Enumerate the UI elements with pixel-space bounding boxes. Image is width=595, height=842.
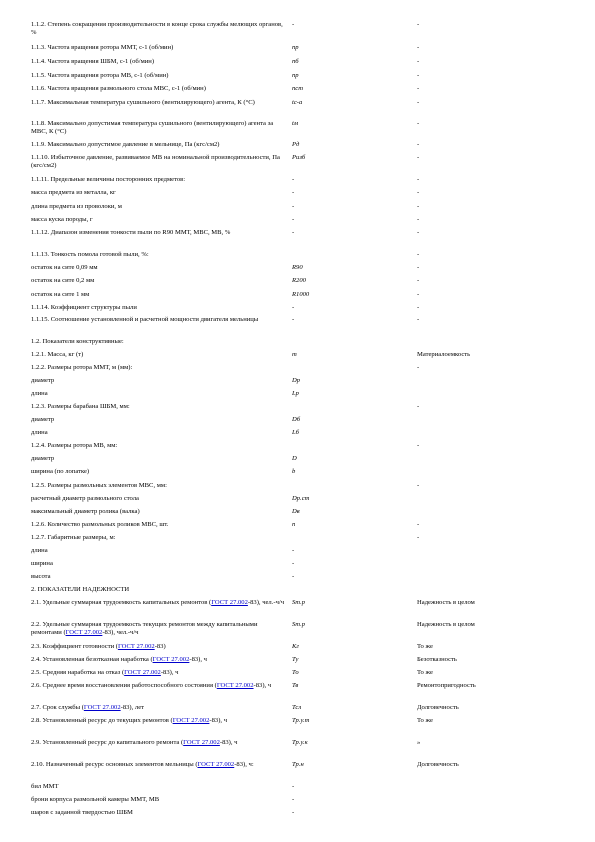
indicator-group: - <box>417 534 420 541</box>
indicator-group: - <box>417 203 420 210</box>
indicator-name: 1.1.10. Избыточное давление, развиваемое МВ на номинальной производительности, Па (кгс/см2) <box>31 154 280 169</box>
indicator-symbol: Pд <box>292 141 300 148</box>
indicator-name: 1.1.12. Диапазон изменения тонкости пыли по R90 ММТ, МВС, МВ, % <box>31 229 231 236</box>
indicator-symbol: - <box>292 189 295 196</box>
indicator-group: - <box>417 403 420 410</box>
indicator-group: Безотказность <box>417 656 457 663</box>
indicator-name-suffix: -83), чел.-ч/ч <box>102 629 139 636</box>
gost-link[interactable]: ГОСТ 27.002 <box>216 682 254 689</box>
indicator-name: 1.2.2. Размеры ротора ММТ, м (мм): <box>31 364 133 371</box>
indicator-symbol: Lб <box>292 429 299 436</box>
indicator-symbol: nб <box>292 58 299 65</box>
indicator-symbol: Lp <box>292 390 299 397</box>
indicator-name-suffix: -83), ч <box>189 656 207 663</box>
gost-link[interactable]: ГОСТ 27.002 <box>124 669 161 676</box>
indicator-group: - <box>417 521 420 528</box>
indicator-name <box>31 682 286 690</box>
indicator-name-suffix: -83), ч <box>160 669 179 676</box>
indicator-name: длина <box>31 390 48 397</box>
indicator-name: 1.1.4. Частота вращения ШБМ, с-1 (об/мин) <box>31 58 155 65</box>
indicator-name: расчетный диаметр размольного стола <box>31 495 139 502</box>
indicator-name-text: 2.2. Удельные суммарная трудоемкость текущих ремонтов между капитальными ремонтами ( <box>31 621 258 636</box>
indicator-symbol: Pизб <box>292 154 306 161</box>
indicator-name: 1.2.7. Габаритные размеры, м: <box>31 534 116 541</box>
indicator-name: ширина (по лопатке) <box>31 468 90 475</box>
indicator-symbol: tм <box>292 120 299 127</box>
indicator-name-text: 2.6. Среднее время восстановления работоспособного состояния ( <box>31 682 217 689</box>
indicator-group: Надежность в целом <box>417 621 475 628</box>
indicator-symbol: R90 <box>292 264 303 271</box>
indicator-symbol: Ту <box>292 656 299 663</box>
indicator-name: остаток на сите 0,2 мм <box>31 277 95 284</box>
indicator-name-suffix: -83), ч <box>219 739 238 746</box>
indicator-name: 1.1.2. Степень сокращения производительности в конце срока службы мелющих органов, % <box>31 21 283 36</box>
indicator-group: Долговечность <box>417 761 459 768</box>
indicator-name-text: 2.4. Установленная безотказная наработка ( <box>31 656 153 663</box>
indicator-name: 1.1.13. Тонкость помола готовой пыли, %: <box>31 251 149 258</box>
indicator-symbol: - <box>292 809 295 816</box>
indicator-group: - <box>417 58 420 65</box>
indicator-name <box>31 761 286 769</box>
indicator-name-text: 2.10. Назначенный ресурс основных элементов мельницы ( <box>31 761 198 768</box>
indicator-name <box>31 643 286 651</box>
indicator-name-suffix: -83) <box>154 643 166 650</box>
indicator-name: 1.1.15. Соотношение установленной и расчетной мощности двигателя мельницы <box>31 316 259 323</box>
indicator-symbol: - <box>292 203 295 210</box>
indicator-name: 1.1.7. Максимальная температура сушильного (вентилирующего) агента, К (°С) <box>31 99 255 106</box>
indicator-name-suffix: -83), ч: <box>234 761 254 768</box>
indicator-symbol: Тсл <box>292 704 302 711</box>
indicator-name-suffix: -83), лет <box>120 704 145 711</box>
indicator-name: 1.2.1. Масса, кг (т) <box>31 351 84 358</box>
indicator-group: - <box>417 99 420 106</box>
indicator-group: - <box>417 44 420 51</box>
indicator-name: бил ММТ <box>31 783 59 790</box>
indicator-group: Долговечность <box>417 704 459 711</box>
indicator-group: - <box>417 316 420 323</box>
indicator-name-suffix: -83), чел.-ч/ч <box>247 599 285 606</box>
indicator-group: То же <box>417 643 433 650</box>
indicator-name-text: 2.8. Установленный ресурс до текущих ремонтов ( <box>31 717 173 724</box>
indicator-name: 1.1.5. Частота вращения ротора МВ, с-1 (об/мин) <box>31 72 169 79</box>
indicator-group: Материалоемкость <box>417 351 471 358</box>
indicator-symbol: R200 <box>292 277 306 284</box>
indicator-group: - <box>417 291 420 298</box>
indicator-name: диаметр <box>31 416 55 423</box>
indicator-symbol: Sт.р <box>292 621 306 628</box>
indicator-name <box>31 704 286 712</box>
indicator-name-suffix: -83), ч <box>253 682 272 689</box>
indicator-group: - <box>417 85 420 92</box>
indicator-name <box>31 739 286 747</box>
indicator-symbol: Kг <box>292 643 299 650</box>
indicator-symbol: D <box>292 455 297 462</box>
indicator-group: - <box>417 442 420 449</box>
indicator-name-text: 2.7. Срок службы ( <box>31 704 84 711</box>
gost-link[interactable]: ГОСТ 27.002 <box>65 629 103 636</box>
indicator-name: 1.1.11. Предельные величины посторонних предметов: <box>31 176 186 183</box>
indicator-group: - <box>417 304 420 311</box>
indicator-symbol: - <box>292 783 295 790</box>
indicator-symbol: - <box>292 796 295 803</box>
indicator-name: максимальный диаметр ролика (валка) <box>31 508 140 515</box>
indicator-symbol: - <box>292 176 295 183</box>
indicator-symbol: n <box>292 521 296 528</box>
gost-link[interactable]: ГОСТ 27.002 <box>152 656 190 663</box>
indicator-name: 1.1.8. Максимально допустимая температура сушильного (вентилирующего) агента за МВС, К (°С) <box>31 120 274 135</box>
indicator-name: остаток на сите 1 мм <box>31 291 90 298</box>
indicator-name: шаров с заданной твердостью ШБМ <box>31 809 133 816</box>
indicator-name: масса куска породы, г <box>31 216 93 223</box>
gost-link[interactable]: ГОСТ 27.002 <box>183 739 220 746</box>
indicator-symbol: R1000 <box>292 291 310 298</box>
indicator-name: 1.1.9. Максимально допустимое давление в мельнице, Па (кгс/см2) <box>31 141 220 148</box>
indicator-symbol: - <box>292 216 295 223</box>
gost-link[interactable]: ГОСТ 27.002 <box>117 643 155 650</box>
indicator-name-text: 2.5. Средняя наработка на отказ ( <box>31 669 125 676</box>
indicator-group: - <box>417 154 420 161</box>
indicator-symbol: - <box>292 304 295 311</box>
indicator-name: 1.1.14. Коэффициент структуры пыли <box>31 304 137 311</box>
gost-link[interactable]: ГОСТ 27.002 <box>211 599 248 606</box>
indicator-symbol: То <box>292 669 299 676</box>
indicator-name: 2. ПОКАЗАТЕЛИ НАДЕЖНОСТИ <box>31 586 130 593</box>
indicator-name <box>31 669 286 677</box>
indicator-group: То же <box>417 717 433 724</box>
indicator-symbol: Тр.у.т <box>292 717 310 724</box>
indicator-name <box>31 656 286 664</box>
indicator-name-text: 2.1. Удельные суммарная трудоемкость капитальных ремонтов ( <box>31 599 212 606</box>
indicator-symbol: - <box>292 560 295 567</box>
indicator-symbol: m <box>292 351 297 358</box>
indicator-symbol: - <box>292 21 295 28</box>
indicator-symbol: Тр.у.к <box>292 739 308 746</box>
indicator-group: - <box>417 21 420 28</box>
indicator-symbol: Dр.ст <box>292 495 310 502</box>
indicator-group: - <box>417 189 420 196</box>
indicator-name: масса предмета из металла, кг <box>31 189 116 196</box>
indicator-name: 1.1.3. Частота вращения ротора ММТ, с-1 (об/мин) <box>31 44 174 51</box>
indicator-group: Ремонтопригодность <box>417 682 476 689</box>
indicator-symbol: Sт.р <box>292 599 306 606</box>
indicator-group: - <box>417 120 420 127</box>
indicator-name-suffix: -83), ч <box>209 717 228 724</box>
indicator-name: брони корпуса размольной камеры ММТ, МВ <box>31 796 160 803</box>
indicator-name <box>31 599 286 607</box>
indicator-symbol: - <box>292 316 295 323</box>
indicator-name: диаметр <box>31 377 55 384</box>
indicator-name: длина <box>31 547 48 554</box>
gost-link[interactable]: ГОСТ 27.002 <box>197 761 235 768</box>
indicator-symbol: Тв <box>292 682 299 689</box>
indicator-group: - <box>417 264 420 271</box>
indicator-name: 1.2. Показатели конструктивные: <box>31 338 124 345</box>
indicator-symbol: nст <box>292 85 303 92</box>
indicator-group: » <box>417 739 421 746</box>
indicator-symbol: - <box>292 573 295 580</box>
indicator-group: - <box>417 251 420 258</box>
gost-link[interactable]: ГОСТ 27.002 <box>172 717 210 724</box>
indicator-symbol: - <box>292 229 295 236</box>
indicator-group: - <box>417 229 420 236</box>
indicator-name: диаметр <box>31 455 55 462</box>
indicator-name: 1.1.6. Частота вращения размольного стола МВС, с-1 (об/мин) <box>31 85 206 92</box>
indicator-group: - <box>417 482 420 489</box>
indicator-name: ширина <box>31 560 53 567</box>
indicator-group: - <box>417 277 420 284</box>
indicator-name: высота <box>31 573 51 580</box>
indicator-name: 1.2.6. Количество размольных роликов МВС, шт. <box>31 521 169 528</box>
indicator-symbol: - <box>292 547 295 554</box>
indicator-symbol: Тр.н <box>292 761 304 768</box>
gost-link[interactable]: ГОСТ 27.002 <box>83 704 121 711</box>
indicator-name <box>31 621 286 637</box>
indicator-symbol: Dб <box>292 416 301 423</box>
indicator-symbol: np <box>292 44 299 51</box>
indicator-group: - <box>417 216 420 223</box>
indicator-name-text: 2.3. Коэффициент готовности ( <box>31 643 118 650</box>
indicator-symbol: b <box>292 468 296 475</box>
indicator-group: - <box>417 176 420 183</box>
indicator-name: 1.2.3. Размеры барабана ШБМ, мм: <box>31 403 130 410</box>
indicator-symbol: Dв <box>292 508 300 515</box>
indicator-symbol: np <box>292 72 299 79</box>
indicator-group: - <box>417 364 420 371</box>
indicator-group: То же <box>417 669 433 676</box>
indicator-symbol: tс-а <box>292 99 303 106</box>
indicator-symbol: Dp <box>292 377 301 384</box>
indicator-name: длина <box>31 429 48 436</box>
indicator-name-text: 2.9. Установленный ресурс до капитального ремонта ( <box>31 739 184 746</box>
indicator-group: - <box>417 141 420 148</box>
indicator-name <box>31 717 286 725</box>
indicator-name: остаток на сите 0,09 мм <box>31 264 98 271</box>
indicator-name: длина предмета из проволоки, м <box>31 203 122 210</box>
indicator-name: 1.2.5. Размеры размольных элементов МВС, мм: <box>31 482 167 489</box>
indicator-group: Надежность в целом <box>417 599 475 606</box>
indicator-name: 1.2.4. Размеры ротора МВ, мм: <box>31 442 118 449</box>
indicator-group: - <box>417 72 420 79</box>
